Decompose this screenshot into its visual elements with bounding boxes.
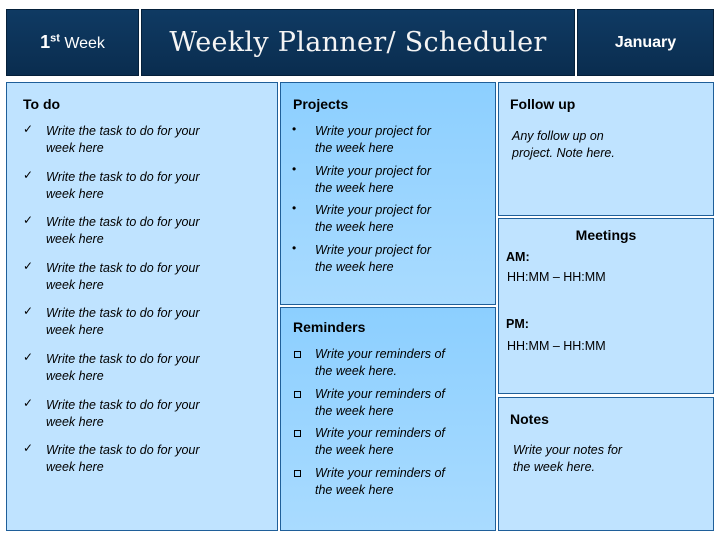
reminder-item: Write your reminders of the week here <box>315 426 445 458</box>
meetings-pm-time: HH:MM – HH:MM <box>507 339 606 353</box>
todo-item: Write the task to do for your week here <box>46 169 200 201</box>
checkbox-icon <box>294 430 301 437</box>
month-label: January <box>614 33 677 51</box>
notes-title: Notes <box>510 411 549 427</box>
checkmark-icon: ✓ <box>23 304 34 319</box>
meetings-pm-label: PM: <box>506 317 529 331</box>
month-badge <box>577 9 714 76</box>
checkmark-icon: ✓ <box>23 395 34 410</box>
projects-title: Projects <box>293 96 349 112</box>
meetings-am-label: AM: <box>506 250 530 264</box>
notes-text: Write your notes for the week here. <box>513 443 623 474</box>
reminder-item: Write your reminders of the week here <box>315 465 445 497</box>
checkbox-icon <box>294 391 301 398</box>
week-badge <box>6 9 139 76</box>
checkmark-icon: ✓ <box>23 258 34 273</box>
todo-item: Write the task to do for your week here <box>46 352 200 383</box>
followup-text: Any follow up on project. Note here. <box>512 129 615 160</box>
project-item: Write your project for the week here <box>315 163 432 195</box>
checkmark-icon: ✓ <box>23 167 34 182</box>
followup-panel <box>498 82 714 216</box>
reminder-item: Write your reminders of the week here. <box>315 347 445 378</box>
todo-item: Write the task to do for your week here <box>46 260 200 292</box>
page-title: Weekly Planner/ Scheduler <box>169 27 547 58</box>
checkbox-icon <box>294 470 301 477</box>
checkmark-icon: ✓ <box>23 441 34 456</box>
todo-item: Write the task to do for your week here <box>46 215 200 247</box>
reminders-panel <box>280 307 496 531</box>
checkbox-icon <box>294 351 301 358</box>
bullet-icon: • <box>292 240 297 255</box>
reminders-title: Reminders <box>293 319 366 335</box>
todo-panel <box>6 82 278 531</box>
meetings-title: Meetings <box>575 227 637 243</box>
week-label: 1st Week <box>40 32 105 52</box>
checkmark-icon: ✓ <box>23 350 34 364</box>
meetings-am-time: HH:MM – HH:MM <box>507 270 606 284</box>
todo-item: Write the task to do for your week here <box>46 397 200 429</box>
project-item: Write your project for the week here <box>315 203 432 235</box>
todo-title: To do <box>23 96 61 112</box>
todo-item: Write the task to do for your week here <box>46 443 200 475</box>
project-item: Write your project for the week here <box>315 124 432 155</box>
bullet-icon: • <box>292 161 297 176</box>
bullet-icon: • <box>292 201 297 216</box>
checkmark-icon: ✓ <box>23 122 34 136</box>
reminder-item: Write your reminders of the week here <box>315 386 445 418</box>
notes-panel <box>498 397 714 531</box>
project-item: Write your project for the week here <box>315 242 432 274</box>
meetings-panel <box>498 218 714 394</box>
page-title-banner <box>141 9 575 76</box>
checkmark-icon: ✓ <box>23 213 34 228</box>
projects-panel <box>280 82 496 305</box>
followup-title: Follow up <box>510 96 576 112</box>
todo-item: Write the task to do for your week here <box>46 306 200 338</box>
todo-item: Write the task to do for your week here <box>46 124 200 155</box>
bullet-icon: • <box>292 122 297 136</box>
